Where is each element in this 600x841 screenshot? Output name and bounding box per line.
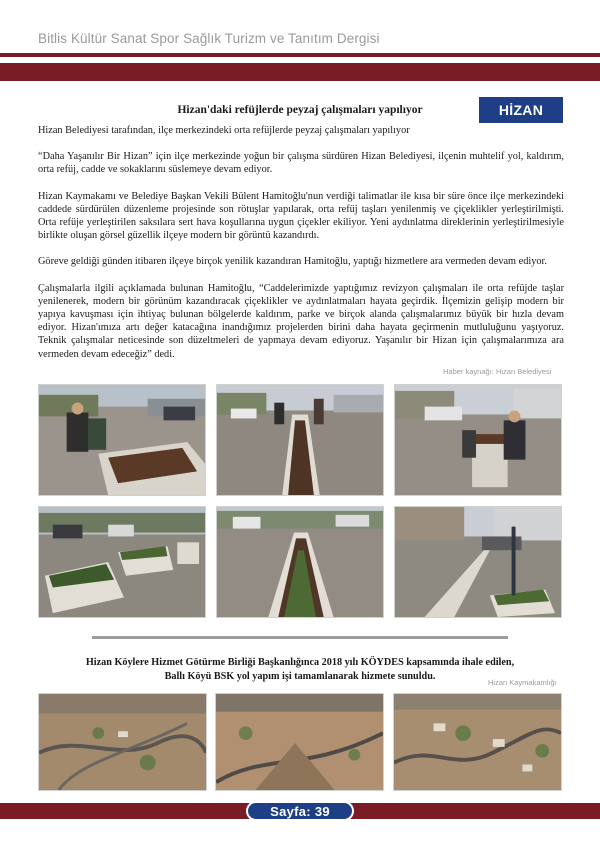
photo-aerial-village-road-1 (38, 693, 207, 791)
photo-median-long-view (216, 506, 384, 618)
section-divider (92, 636, 508, 639)
article-body (38, 124, 564, 374)
road-story-caption-line: Hizan Köylere Hizmet Götürme Birliği Başkanlığınca 2018 yılı KÖYDES kapsamında ihale edilen, (85, 657, 515, 668)
photo-street-with-boxes (394, 506, 562, 618)
article-paragraph: Çalışmalarla ilgili açıklamada bulunan Hamitoğlu, “Caddelerimizde yaptığımız revizyon çalışmaları ile orta refüjde taşlar yenilenerek, modern bir görünüm kazandıracak çiçeklikler ve aydınlatmaları hayata geçirdik. İlçemizin gelişip modern bir yapıya kavuşması için ihtiyaç bulunan bölgelerde kaldırım, parke ve birçok alanda çalışmalarımız büyük bir hızla devam ediyor. Hizan'ımıza artı değer katacağına inandığımız projelerden birini daha hayata geçirmenin mutluluğunu yaşıyoruz. Teknik çalışmalar neticesinde son düzeltmeleri de yapmaya devam ediyoruz. Yaşanılır bir Hizan için çalışmalarımıza ara vermeden devam edeceğiz” dedi. (38, 282, 564, 360)
article-paragraph: Göreve geldiği günden itibaren ilçeye birçok yenilik kazandıran Hamitoğlu, yaptığı hizmetlere ara vermeden devam ediyor. (38, 256, 547, 268)
road-story-caption-line: Ballı Köyü BSK yol yapım işi tamamlanarak hizmete sunuldu. (164, 671, 436, 682)
photo-workers-planting (38, 384, 206, 496)
article-paragraph: Hizan Belediyesi tarafından, ilçe merkezindeki orta refüjlerde peyzaj çalışmaları yapılıyor (38, 125, 410, 136)
photo-aerial-village-road-2 (215, 693, 384, 791)
page-number: Sayfa: 39 (246, 801, 354, 821)
article-paragraph: Hizan Kaymakamı ve Belediye Başkan Vekili Bülent Hamitoğlu'nun verdiği talimatlar ile kısa bir süre önce ilçe merkezindeki caddede sürdürülen düzenleme projesinde son rötuşlar yapılarak, orta refüj taşları yenilenmiş ve çiçeklikler yerleştirilmişti. Orta refüje yerleştirilen saksılara sert hava koşullarına uygun çiçekler ekiliyor. Yeni aydınlatma direklerinin yerleştirilmesiyle birlikte oluşan görsel güzellik ilçeye modern bir görüntü kazandırdı. (38, 190, 564, 242)
news-source: Haber kaynağı: Hizan Belediyesi (443, 367, 552, 376)
header-band-thin (0, 53, 600, 57)
section-tag: HİZAN (479, 97, 563, 123)
article-paragraph: “Daha Yaşanılır Bir Hizan” için ilçe merkezinde yoğun bir çalışma sürdüren Hizan Belediyesi, ilçenin muhtelif yol, kaldırım, orta refüj, cadde ve sokaklarını süslemeye devam ediyor. (38, 151, 564, 176)
road-story-source: Hizan Kaymakamlığı (488, 678, 557, 687)
road-story-caption (40, 656, 560, 684)
photo-worker-flower-box (394, 384, 562, 496)
photo-flower-boxes-row (38, 506, 206, 618)
photo-aerial-village-road-3 (393, 693, 562, 791)
photo-median-flowerbed (216, 384, 384, 496)
header-band (0, 63, 600, 81)
magazine-title: Bitlis Kültür Sanat Spor Sağlık Turizm ve Tanıtım Dergisi (38, 31, 380, 46)
article-headline: Hizan'daki refüjlerde peyzaj çalışmaları yapılıyor (177, 104, 423, 116)
